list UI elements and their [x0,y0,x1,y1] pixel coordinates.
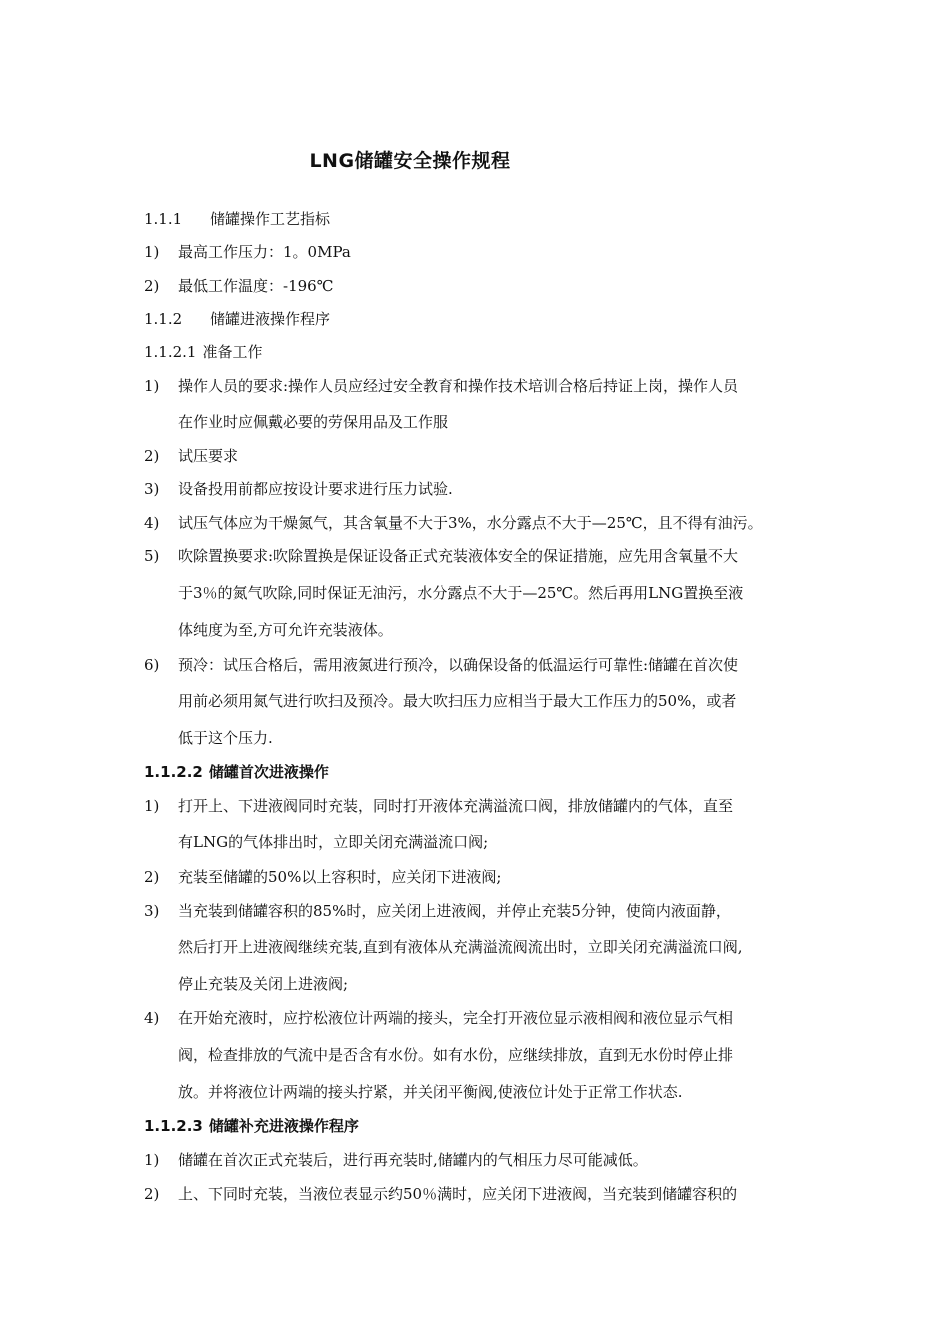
section-number: 1.1.2.2 [144,763,203,781]
section-title: 储罐补充进液操作程序 [208,1117,359,1135]
list-index: 1) [144,1151,160,1169]
list-text-continuation: 低于这个压力. [178,729,273,747]
list-text-continuation: 然后打开上进液阀继续充装,直到有液体从充满溢流阀流出时，立即关闭充满溢流口阀, [178,938,743,956]
list-text: 储罐在首次正式充装后，进行再充装时,储罐内的气相压力尽可能减低。 [178,1151,648,1169]
list-index: 6) [144,656,160,674]
list-index: 4) [144,514,160,532]
list-text-continuation: 停止充装及关闭上进液阀; [178,975,349,993]
list-text-continuation: 阀，检查排放的气流中是否含有水份。如有水份，应继续排放，直到无水份时停止排 [178,1046,734,1064]
list-index: 4) [144,1009,160,1027]
section-title: 储罐操作工艺指标 [210,210,331,228]
list-index: 1) [144,377,160,395]
document-title [0,146,820,173]
list-index: 3) [144,480,160,498]
section-heading-1-1-2 [144,309,330,329]
section-number: 1.1.1 [144,210,183,228]
list-text-continuation: 于3％的氮气吹除,同时保证无油污，水分露点不大于—25℃。然后再用LNG置换至液 [178,584,744,602]
list-index: 2) [144,1185,160,1203]
list-text: 试压要求 [178,447,239,465]
list-text: 吹除置换要求:吹除置换是保证设备正式充装液体安全的保证措施，应先用含氧量不大 [178,547,739,565]
list-text-continuation: 有LNG的气体排出时，立即关闭充满溢流口阀; [178,833,489,851]
list-text: 最高工作压力：1。0MPa [178,243,351,261]
list-text: 在开始充液时，应拧松液位计两端的接头，完全打开液位显示液相阀和液位显示气相 [178,1009,734,1027]
list-text: 打开上、下进液阀同时充装，同时打开液体充满溢流口阀，排放储罐内的气体，直至 [178,797,734,815]
section-heading-1-1-2-2 [144,762,329,782]
list-text: 最低工作温度：-196℃ [178,277,334,295]
list-index: 2) [144,277,160,295]
list-text-continuation: 用前必须用氮气进行吹扫及预冷。最大吹扫压力应相当于最大工作压力的50%，或者 [178,692,737,710]
list-index: 2) [144,447,160,465]
list-index: 5) [144,547,160,565]
list-text-continuation: 放。并将液位计两端的接头拧紧，并关闭平衡阀,使液位计处于正常工作状态. [178,1083,683,1101]
list-text: 操作人员的要求:操作人员应经过安全教育和操作技术培训合格后持证上岗，操作人员 [178,377,739,395]
list-text-continuation: 体纯度为至,方可允许充装液体。 [178,621,393,639]
list-text: 充装至储罐的50%以上容积时，应关闭下进液阀; [178,868,502,886]
section-title: 准备工作 [202,343,263,361]
section-heading-1-1-1 [144,209,330,229]
section-number: 1.1.2 [144,310,183,328]
list-text-continuation: 在作业时应佩戴必要的劳保用品及工作服 [178,413,449,431]
list-text: 预冷：试压合格后，需用液氮进行预冷，以确保设备的低温运行可靠性:储罐在首次使 [178,656,739,674]
list-text: 试压气体应为干燥氮气，其含氧量不大于3%，水分露点不大于—25℃，且不得有油污。 [178,514,763,532]
section-number: 1.1.2.3 [144,1117,203,1135]
section-heading-1-1-2-3 [144,1116,359,1136]
list-index: 2) [144,868,160,886]
list-index: 1) [144,243,160,261]
section-heading-1-1-2-1 [144,342,263,362]
list-text: 设备投用前都应按设计要求进行压力试验. [178,480,453,498]
list-text: 当充装到储罐容积的85%时，应关闭上进液阀，并停止充装5分钟，使筒内液面静， [178,902,731,920]
section-title: 储罐进液操作程序 [210,310,331,328]
list-text: 上、下同时充装，当液位表显示约50％满时，应关闭下进液阀，当充装到储罐容积的 [178,1185,738,1203]
list-index: 1) [144,797,160,815]
section-number: 1.1.2.1 [144,343,197,361]
section-title: 储罐首次进液操作 [208,763,329,781]
document-title-text: LNG储罐安全操作规程 [309,150,511,172]
list-index: 3) [144,902,160,920]
